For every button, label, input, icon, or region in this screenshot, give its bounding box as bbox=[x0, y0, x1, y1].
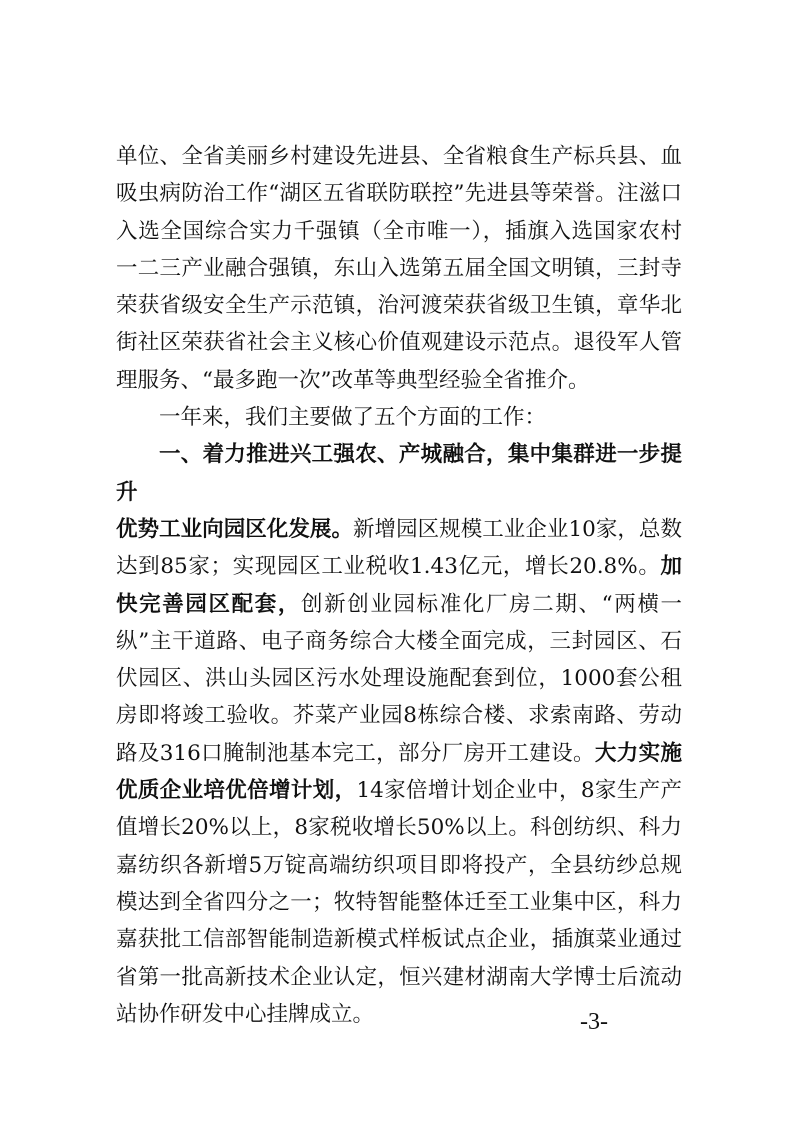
paragraph-industry bbox=[116, 511, 682, 1033]
page-number: -3- bbox=[580, 1009, 608, 1035]
body-text bbox=[116, 138, 682, 1033]
section-heading-1: 一、着力推进兴工强农、产城融合，集中集群进一步提升 bbox=[116, 442, 682, 505]
bold-phrase-park-facilities: 加快完善园区配套， bbox=[116, 554, 682, 617]
text-enterprise-program: 14家倍增计划企业中，8家生产产值增长20%以上，8家税收增长50%以上。科创纺织、科力嘉纺织各新增5万锭高端纺织项目即将投产，全县纺纱总规模达到全省四分之一；牧特智能整体迁至工业集中区，科力嘉获批工信部智能制造新模式样板试点企业，插旗菜业通过省第一批高新技术企业认定，恒兴建材湖南大学博士后流动站协作研发中心挂牌成立。 bbox=[116, 778, 682, 1027]
paragraph-honors: 单位、全省美丽乡村建设先进县、全省粮食生产标兵县、血吸虫病防治工作“湖区五省联防联控”先进县等荣誉。注滋口入选全国综合实力千强镇（全市唯一），插旗入选国家农村一二三产业融合强镇，东山入选第五届全国文明镇，三封寺荣获省级安全生产示范镇，治河渡荣获省级卫生镇，章华北街社区荣获省社会主义核心价值观建设示范点。退役军人管理服务、“最多跑一次”改革等典型经验全省推介。 bbox=[116, 144, 682, 393]
bold-phrase-enterprise-program: 大力实施优质企业培优倍增计划， bbox=[116, 740, 682, 804]
bold-phrase-industrial-park: 优势工业向园区化发展。 bbox=[116, 516, 353, 542]
text-industrial-park: 新增园区规模工业企业10家，总数达到85家；实现园区工业税收1.43亿元，增长20.8%。 bbox=[116, 516, 682, 580]
paragraph-intro: 一年来，我们主要做了五个方面的工作： bbox=[159, 405, 547, 431]
text-park-facilities: 创新创业园标准化厂房二期、“两横一纵”主干道路、电子商务综合大楼全面完成，三封园区、石伏园区、洪山头园区污水处理设施配套到位，1000套公租房即将竣工验收。芥菜产业园8栋综合楼、求索南路、劳动路及316口腌制池基本完工，部分厂房开工建设。 bbox=[116, 591, 682, 766]
